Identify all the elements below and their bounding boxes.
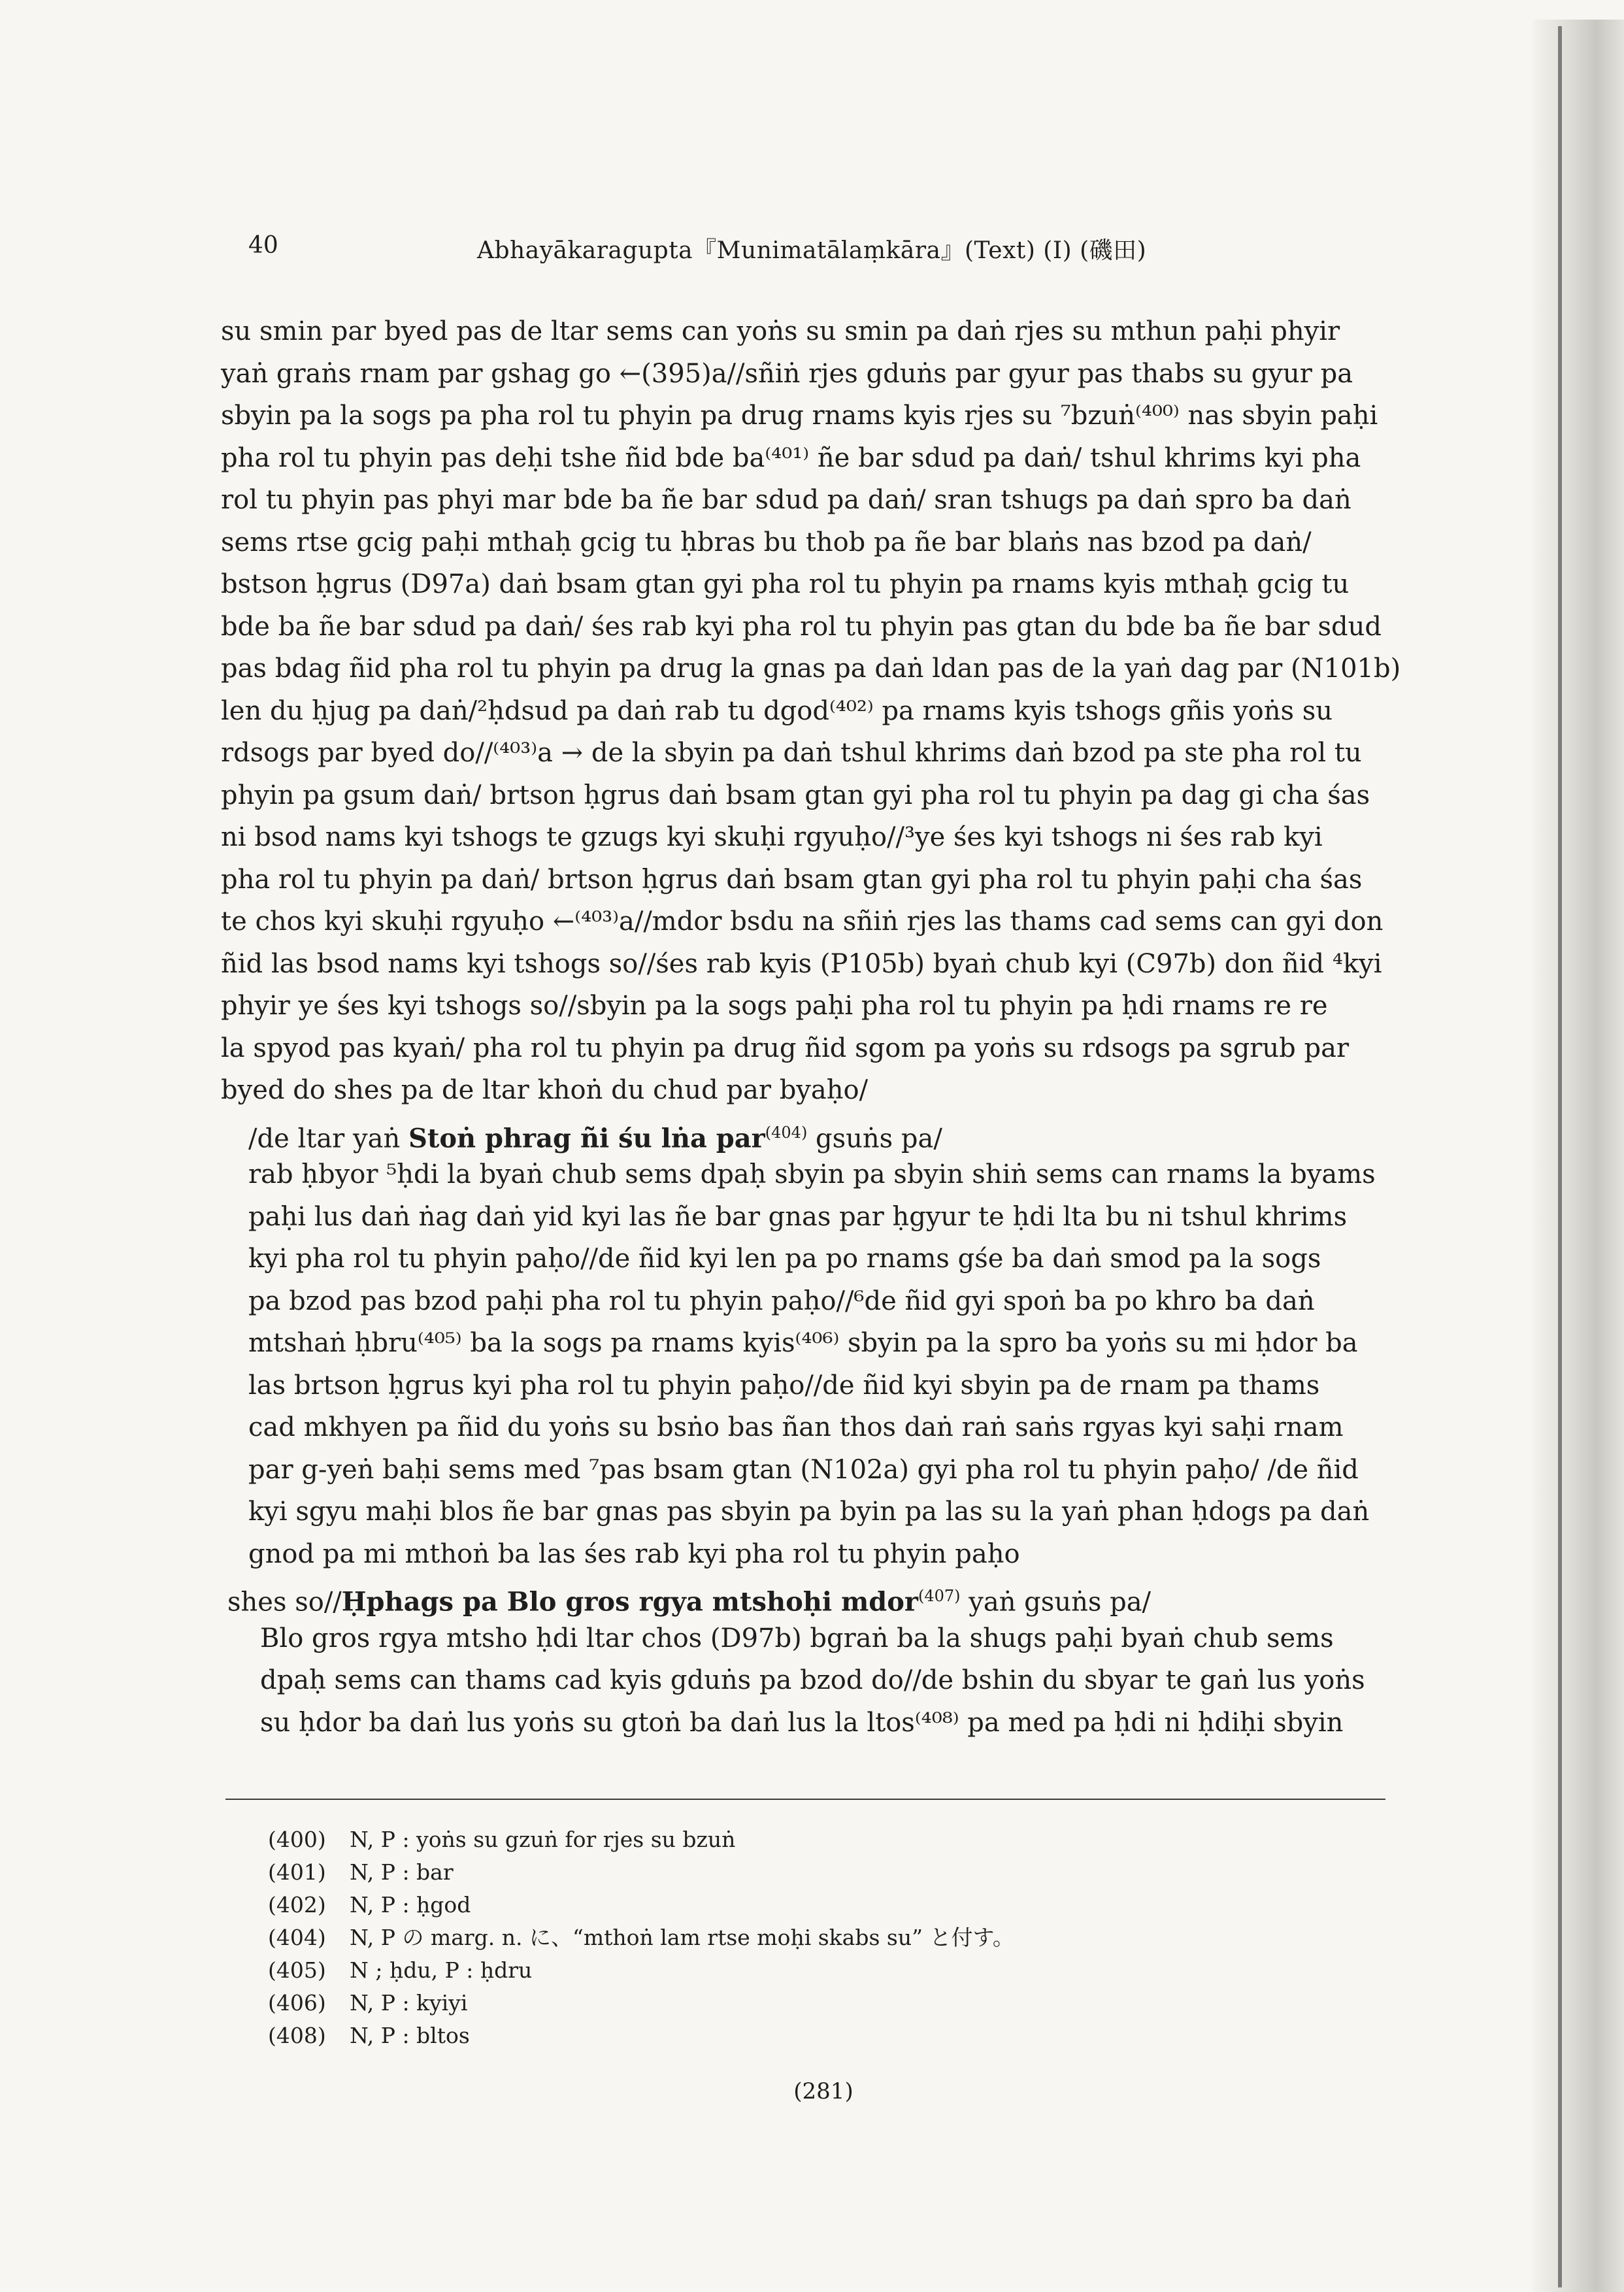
footnote: [268, 2019, 1379, 2052]
text-line: phyin pa gsum daṅ/ brtson ḥgrus daṅ bsam gtan gyi pha rol tu phyin pa dag gi cha śas: [221, 780, 1370, 810]
text-line: su ḥdor ba daṅ lus yoṅs su gtoṅ ba daṅ lus la ltos⁽⁴⁰⁸⁾ pa med pa ḥdi ni ḥdiḥi sbyin: [260, 1707, 1344, 1738]
text-line: su smin par byed pas de ltar sems can yoṅs su smin pa daṅ rjes su mthun paḥi phyir: [221, 316, 1340, 346]
text-line: las brtson ḥgrus kyi pha rol tu phyin paḥo//de ñid kyi sbyin pa de rnam pa thams: [248, 1370, 1320, 1401]
running-header: [248, 232, 1477, 265]
footnote-text: N, P : bar: [350, 1859, 454, 1885]
quote1-lead-plain: /de ltar yaṅ: [248, 1123, 408, 1154]
footnote-text: N ; ḥdu, P : ḥdru: [350, 1957, 533, 1983]
binding-shadow-line: [1558, 26, 1562, 2287]
text-line: kyi pha rol tu phyin paḥo//de ñid kyi len pa po rnams gśe ba daṅ smod pa la sogs: [248, 1244, 1321, 1274]
footnote-number: (405): [268, 1957, 326, 1983]
text-line: byed do shes pa de ltar khoṅ du chud par byaḥo/: [221, 1075, 869, 1105]
footnote-number: (402): [268, 1892, 326, 1918]
footnote-text: N, P : yoṅs su gzuṅ for rjes su bzuṅ: [350, 1827, 736, 1852]
footnote-number: (401): [268, 1859, 326, 1885]
text-line: pa bzod pas bzod paḥi pha rol tu phyin paḥo//⁶de ñid gyi spoṅ ba po khro ba daṅ: [248, 1286, 1315, 1316]
quote1-lead: [221, 1112, 1391, 1154]
text-line: mtshaṅ ḥbru⁽⁴⁰⁵⁾ ba la sogs pa rnams kyis⁽⁴⁰⁶⁾ sbyin pa la spro ba yoṅs su mi ḥdor ba: [248, 1328, 1358, 1358]
quote2-lead-plain: shes so//: [227, 1587, 342, 1618]
text-line: pha rol tu phyin pa daṅ/ brtson ḥgrus daṅ bsam gtan gyi pha rol tu phyin paḥi cha śas: [221, 864, 1363, 895]
quote1-source-title: Stoṅ phrag ñi śu lṅa par: [408, 1122, 765, 1154]
text-line: te chos kyi skuḥi rgyuḥo ←⁽⁴⁰³⁾a//mdor bsdu na sñiṅ rjes las thams cad sems can gyi don: [221, 906, 1384, 937]
text-line: paḥi lus daṅ ṅag daṅ yid kyi las ñe bar gnas par ḥgyur te ḥdi lta bu ni tshul khrims: [248, 1201, 1348, 1232]
quote2-note-ref: (407): [918, 1587, 961, 1605]
footnote-number: (400): [268, 1827, 326, 1852]
footnote-text: N, P : ḥgod: [350, 1892, 471, 1918]
text-line: len du ḥjug pa daṅ/²ḥdsud pa daṅ rab tu dgod⁽⁴⁰²⁾ pa rnams kyis tshogs gñis yoṅs su: [221, 695, 1333, 726]
footnote: [268, 1987, 1379, 2019]
scanned-page-edge: [1533, 20, 1624, 2292]
quote2-lead: [221, 1575, 1391, 1618]
footnote: [268, 1856, 1379, 1889]
main-text: [221, 310, 1401, 1744]
running-title: Abhayākaragupta『Munimatālaṃkāra』(Text) (I) (磯田): [477, 237, 1147, 264]
text-line: ñid las bsod nams kyi tshogs so//śes rab kyis (P105b) byaṅ chub kyi (C97b) don ñid ⁴kyi: [221, 948, 1382, 979]
quote1-lead-tail: gsuṅs pa/: [807, 1123, 942, 1154]
text-line: sbyin pa la sogs pa pha rol tu phyin pa drug rnams kyis rjes su ⁷bzuṅ⁽⁴⁰⁰⁾ nas sbyin paḥi: [221, 401, 1378, 431]
text-line: phyir ye śes kyi tshogs so//sbyin pa la sogs paḥi pha rol tu phyin pa ḥdi rnams re re: [221, 991, 1328, 1021]
text-line: rdsogs par byed do//⁽⁴⁰³⁾a → de la sbyin pa daṅ tshul khrims daṅ bzod pa ste pha rol tu: [221, 738, 1362, 768]
footnote-text: N, P : bltos: [350, 2023, 470, 2048]
text-line: rab ḥbyor ⁵ḥdi la byaṅ chub sems dpaḥ sbyin pa sbyin shiṅ sems can rnams la byams: [248, 1159, 1376, 1189]
footnote-text: N, P の marg. n. に、“mthoṅ lam rtse moḥi skabs su” と付す。: [350, 1925, 1014, 1950]
page-number: 40: [248, 232, 278, 259]
text-line: gnod pa mi mthoṅ ba las śes rab kyi pha rol tu phyin paḥo: [248, 1538, 1020, 1569]
quote2-source-title: Ḥphags pa Blo gros rgya mtshoḥi mdor: [341, 1586, 918, 1618]
footnotes: [268, 1823, 1379, 2052]
footnote: [268, 1954, 1379, 1987]
text-line: bde ba ñe bar sdud pa daṅ/ śes rab kyi pha rol tu phyin pas gtan du bde ba ñe bar sdud: [221, 611, 1382, 642]
footnote-divider: [225, 1799, 1385, 1800]
text-line: sems rtse gcig paḥi mthaḥ gcig tu ḥbras bu thob pa ñe bar blaṅs nas bzod pa daṅ/: [221, 527, 1312, 557]
text-line: dpaḥ sems can thams cad kyis gduṅs pa bzod do//de bshin du sbyar te gaṅ lus yoṅs: [260, 1665, 1365, 1695]
text-line: pas bdag ñid pha rol tu phyin pa drug la gnas pa daṅ ldan pas de la yaṅ dag par (N101b): [221, 654, 1401, 684]
text-line: bstson ḥgrus (D97a) daṅ bsam gtan gyi pha rol tu phyin pa rnams kyis mthaḥ gcig tu: [221, 569, 1350, 599]
footnote-number: (406): [268, 1990, 326, 2016]
text-line: kyi sgyu maḥi blos ñe bar gnas pas sbyin pa byin pa las su la yaṅ phan ḥdogs pa daṅ: [248, 1497, 1370, 1527]
footnote: [268, 1823, 1379, 1856]
text-line: la spyod pas kyaṅ/ pha rol tu phyin pa drug ñid sgom pa yoṅs su rdsogs pa sgrub par: [221, 1033, 1350, 1063]
text-line: yaṅ graṅs rnam par gshag go ←(395)a//sñiṅ rjes gduṅs par gyur pas thabs su gyur pa: [221, 358, 1353, 389]
footnote-number: (408): [268, 2023, 326, 2048]
quote1-note-ref: (404): [765, 1123, 808, 1142]
text-line: Blo gros rgya mtsho ḥdi ltar chos (D97b) bgraṅ ba la shugs paḥi byaṅ chub sems: [260, 1623, 1334, 1653]
text-line: ni bsod nams kyi tshogs te gzugs kyi skuḥi rgyuḥo//³ye śes kyi tshogs ni śes rab kyi: [221, 822, 1323, 852]
quote2-lead-tail: yaṅ gsuṅs pa/: [960, 1587, 1152, 1618]
text-line: par g-yeṅ baḥi sems med ⁷pas bsam gtan (N102a) gyi pha rol tu phyin paḥo/ /de ñid: [248, 1454, 1359, 1485]
text-line: pha rol tu phyin pas deḥi tshe ñid bde ba⁽⁴⁰¹⁾ ñe bar sdud pa daṅ/ tshul khrims kyi pha: [221, 442, 1361, 473]
footnote: [268, 1921, 1379, 1954]
quote2-block: [221, 1618, 1391, 1744]
footnote: [268, 1889, 1379, 1921]
body-paragraph: [221, 310, 1401, 1112]
text-line: cad mkhyen pa ñid du yoṅs su bsṅo bas ñan thos daṅ raṅ saṅs rgyas kyi saḥi rnam: [248, 1412, 1344, 1442]
footnote-text: N, P : kyiyi: [350, 1990, 468, 2016]
text-line: rol tu phyin pas phyi mar bde ba ñe bar sdud pa daṅ/ sran tshugs pa daṅ spro ba daṅ: [221, 485, 1351, 515]
page-marker: (281): [793, 2078, 853, 2104]
quote1-block: [221, 1154, 1391, 1575]
footnote-number: (404): [268, 1925, 326, 1950]
